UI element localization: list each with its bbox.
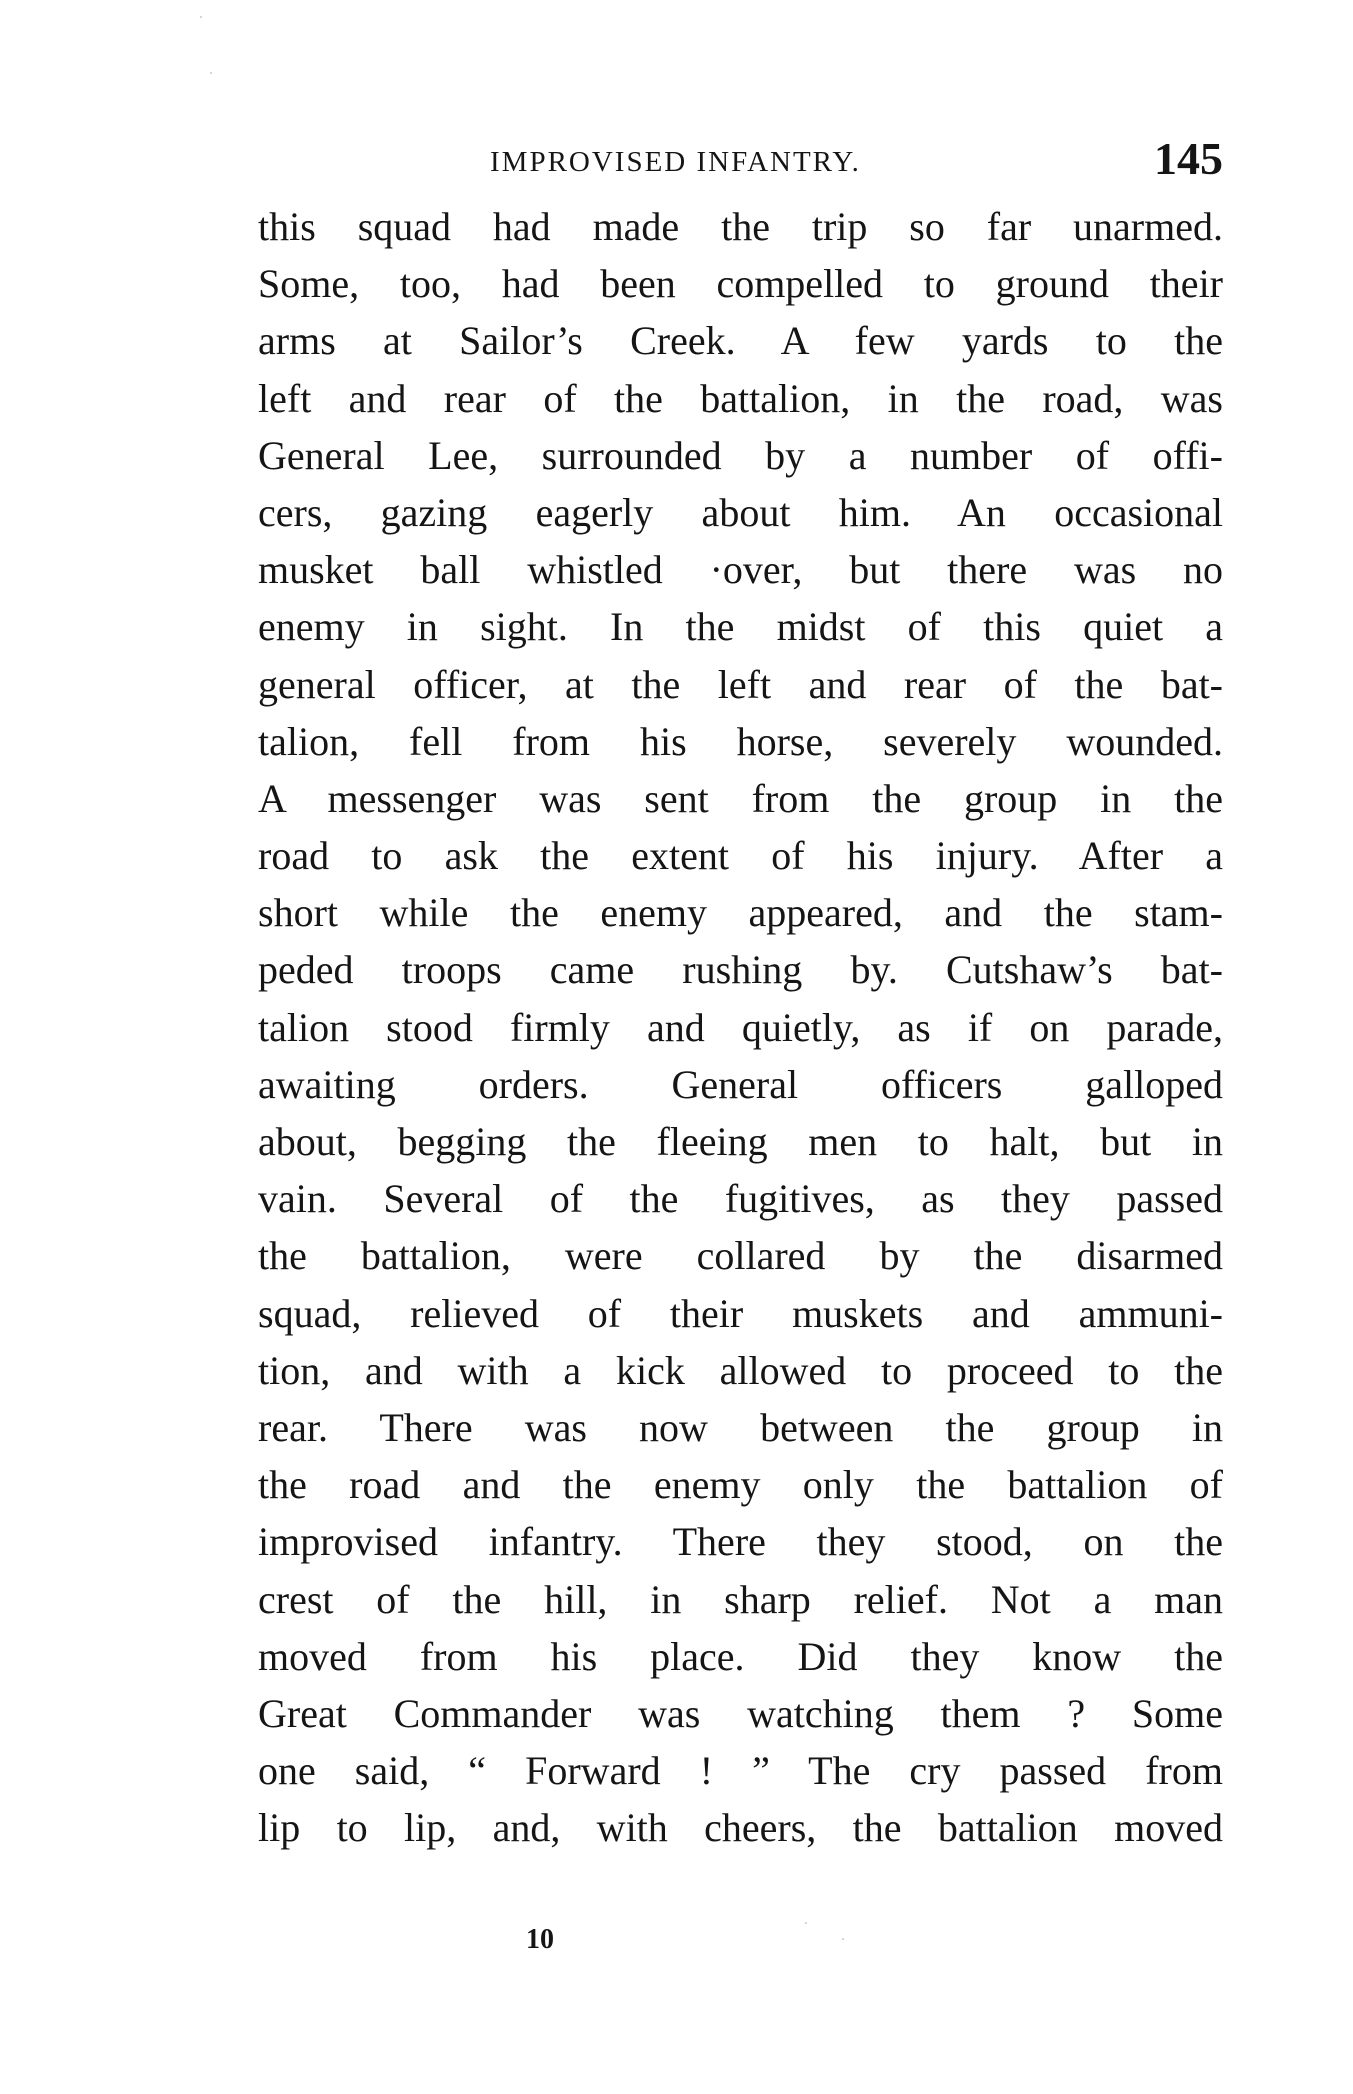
text-line: road to ask the extent of his injury. After a (258, 833, 1223, 879)
text-line: tion, and with a kick allowed to proceed to the (258, 1347, 1223, 1393)
paper-speck (805, 1922, 807, 1924)
text-line: arms at Sailor’s Creek. A few yards to the (258, 318, 1223, 364)
text-line: talion, fell from his horse, severely wounded. (258, 718, 1223, 764)
paper-speck (200, 16, 202, 18)
page-number: 145 (1154, 133, 1223, 184)
text-line: the road and the enemy only the battalion of (258, 1462, 1223, 1508)
text-line: moved from his place. Did they know the (258, 1633, 1223, 1679)
text-line: the battalion, were collared by the disarmed (258, 1233, 1223, 1279)
running-head (258, 132, 1223, 192)
text-line: A messenger was sent from the group in the (258, 775, 1223, 821)
text-line: this squad had made the trip so far unarmed. (258, 204, 1223, 249)
paper-speck (210, 72, 212, 74)
text-line: about, begging the fleeing men to halt, but in (258, 1119, 1223, 1164)
text-line: General Lee, surrounded by a number of offi- (258, 432, 1223, 478)
text-line: squad, relieved of their muskets and ammuni- (258, 1290, 1223, 1336)
text-line: Some, too, had been compelled to ground their (258, 261, 1223, 307)
text-line: crest of the hill, in sharp relief. Not a man (258, 1576, 1223, 1622)
text-line: lip to lip, and, with cheers, the battalion moved (258, 1805, 1223, 1851)
text-line: rear. There was now between the group in (258, 1404, 1223, 1450)
text-line: cers, gazing eagerly about him. An occasional (258, 489, 1223, 535)
text-line: general officer, at the left and rear of the bat- (258, 661, 1223, 707)
text-line: short while the enemy appeared, and the stam- (258, 890, 1223, 936)
paper-speck (842, 1938, 844, 1940)
text-line: enemy in sight. In the midst of this quiet a (258, 604, 1223, 650)
text-line: vain. Several of the fugitives, as they passed (258, 1176, 1223, 1222)
running-title: IMPROVISED INFANTRY. (490, 146, 861, 178)
signature-mark: 10 (526, 1924, 554, 1955)
text-line: left and rear of the battalion, in the road, was (258, 375, 1223, 421)
text-line: one said, “ Forward ! ” The cry passed from (258, 1748, 1223, 1794)
text-line: awaiting orders. General officers galloped (258, 1061, 1223, 1107)
text-line: peded troops came rushing by. Cutshaw’s bat- (258, 947, 1223, 993)
text-line: musket ball whistled ·over, but there was no (258, 547, 1223, 593)
body-text (258, 198, 1223, 1856)
text-line: Great Commander was watching them ? Some (258, 1690, 1223, 1736)
text-line: talion stood firmly and quietly, as if on parade, (258, 1004, 1223, 1050)
text-line: improvised infantry. There they stood, on the (258, 1519, 1223, 1565)
